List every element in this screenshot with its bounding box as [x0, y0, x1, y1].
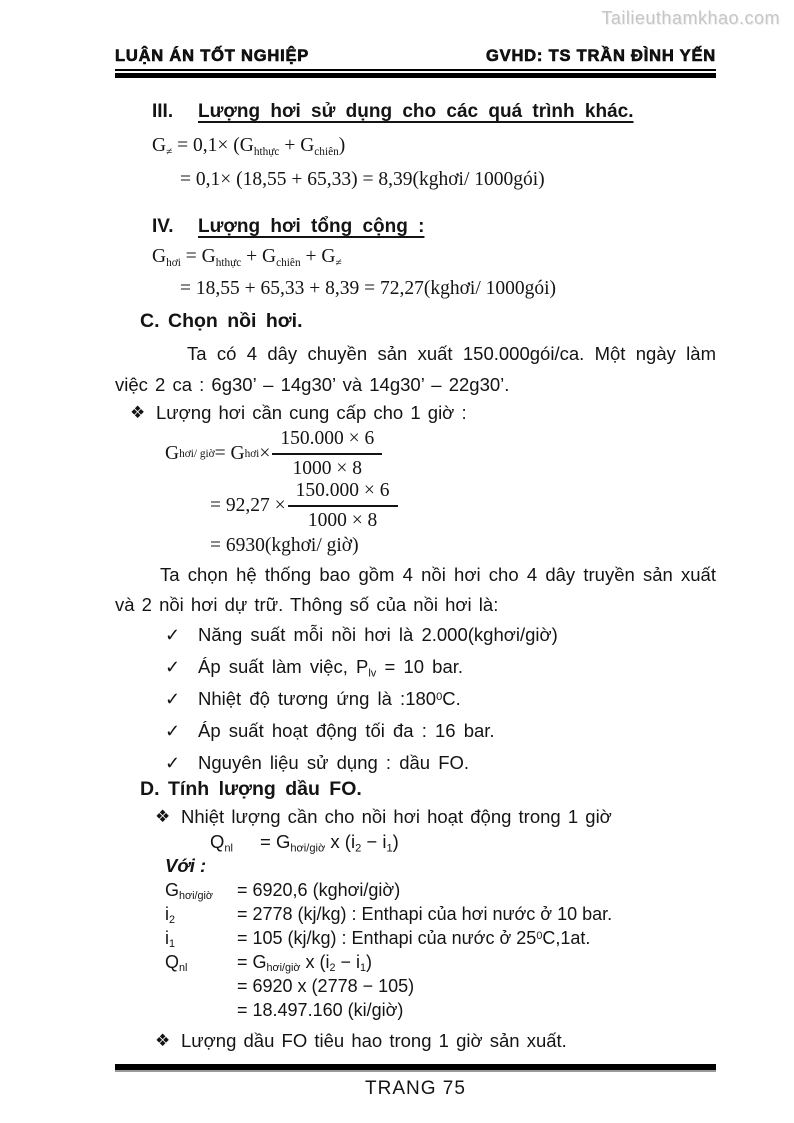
paragraph-boiler-selection: Ta chọn hệ thống bao gồm 4 nồi hơi cho 4 dây truyền sản xuất và 2 nồi hơi dự trữ. Thông số của nồi hơi là: — [115, 564, 716, 615]
boiler-spec-checklist — [115, 622, 716, 776]
definition-symbol — [165, 998, 237, 1022]
definition-row — [115, 902, 716, 926]
formula-g-total: $G_{hơi} = G_{hthực} + G_{chiên} + G_\ne$ — [152, 246, 342, 269]
checkmark-icon: ✓ — [165, 625, 181, 645]
bullet-text: Lượng dầu FO tiêu hao trong 1 giờ sản xuất. — [181, 1030, 567, 1051]
header-rule — [115, 69, 716, 78]
watermark-text: Tailieuthamkhao.com — [601, 8, 780, 28]
definition-symbol: $G_{hơi/giờ}$ — [165, 880, 213, 903]
definition-symbol: $i_1$ — [165, 928, 176, 951]
definition-value: = 105 (kj/kg) : Enthapi của nước ở $25^0C,1at$. — [237, 928, 591, 948]
page-number: TRANG 75 — [365, 1078, 466, 1099]
section-title: Lượng hơi sử dụng cho các quá trình khác. — [198, 101, 634, 122]
section-heading-iv — [115, 214, 716, 240]
definition-value: = 2778 (kj/kg) : Enthapi của hơi nước ở 10 bar. — [237, 904, 613, 924]
definition-value: = 18.497.160 (ki/giờ) — [237, 1000, 404, 1020]
definition-row — [115, 950, 716, 974]
paragraph-production-lines: Ta có 4 dây chuyền sản xuất 150.000gói/ca. Một ngày làm việc 2 ca : 6g30’ – 14g30’ và 14g30’ – 22g30’. — [115, 343, 716, 395]
section-title: Lượng hơi tổng cộng : — [198, 216, 425, 237]
checkmark-icon: ✓ — [165, 657, 181, 677]
header-rule-thin-line — [115, 69, 716, 71]
header-rule-thick-line — [115, 73, 716, 78]
checklist-item — [115, 750, 716, 776]
checklist-item — [115, 718, 716, 744]
formula-qnl — [115, 830, 716, 854]
definition-symbol: $i_2$ — [165, 904, 176, 927]
with-label: Với : — [165, 855, 207, 876]
checklist-item — [115, 686, 716, 712]
section-number: III. — [152, 101, 174, 122]
checklist-item — [115, 654, 716, 680]
section-heading-iii — [115, 99, 716, 125]
definition-row — [115, 974, 716, 998]
checklist-item-text: Áp suất làm việc, $P_{lv} = 10$ bar. — [198, 656, 464, 680]
diamond-bullet-icon: ❖ — [130, 403, 146, 422]
diamond-bullet-icon: ❖ — [155, 1031, 171, 1050]
bullet-steam-per-hour — [115, 400, 716, 426]
bullet-text: Lượng hơi cần cung cấp cho 1 giờ : — [156, 402, 467, 423]
header-thesis-title: LUẬN ÁN TỐT NGHIỆP — [115, 47, 310, 65]
section-number: IV. — [152, 216, 174, 237]
page-header — [115, 45, 716, 66]
formula-g-total-result: = 18,55 + 65,33 + 8,39 = 72,27(kghơi/ 1000gói) — [180, 278, 557, 299]
definition-row — [115, 998, 716, 1022]
formula-steam-rate-step2: = 92,27 × $\frac{150.000 \times 6}{1000 \times 8}$ — [115, 480, 716, 532]
formula-qnl-label: $Q_{nl}$ — [210, 831, 234, 855]
fraction: $\frac{150.000 \times 6}{1000 \times 8}$ — [288, 478, 398, 534]
fraction: $\frac{150.000 \times 6}{1000 \times 8}$ — [272, 426, 382, 482]
checklist-item-text: Năng suất mỗi nồi hơi là 2.000(kghơi/giờ) — [198, 624, 558, 645]
formula-steam-rate: G hơi/ giờ = G hơi × $\frac{150.000 \times 6}{1000 \times 8}$ — [115, 428, 716, 480]
section-heading-c — [115, 308, 716, 334]
bullet-text: Nhiệt lượng cần cho nồi hơi hoạt động trong 1 giờ — [181, 806, 612, 827]
definition-symbol — [165, 974, 237, 998]
bullet-fo-consumption — [115, 1028, 716, 1054]
checklist-item-text: Nhiệt độ tương ứng là $:180^0C$. — [198, 688, 461, 709]
formula-g-other: $G_\ne = 0,1\times (G_{hthực} + G_{chiên})$ — [152, 135, 346, 158]
definition-value: = $G_{hơi/giờ}$ x $(i_2 - i_1)$ — [237, 952, 373, 975]
checkmark-icon: ✓ — [165, 689, 181, 709]
definition-value: = 6920 x (2778 − 105) — [237, 976, 415, 996]
section-number: C. — [140, 310, 160, 332]
section-number: D. — [140, 778, 160, 800]
checkmark-icon: ✓ — [165, 721, 181, 741]
footer-rule — [115, 1064, 716, 1070]
definition-symbol: $Q_{nl}$ — [165, 952, 188, 975]
section-title: Tính lượng dầu FO. — [168, 778, 362, 800]
header-advisor: GVHD: TS TRẦN ĐÌNH YẾN — [486, 47, 716, 65]
diamond-bullet-icon: ❖ — [155, 807, 171, 826]
bullet-heat-required — [115, 804, 716, 830]
checklist-item — [115, 622, 716, 648]
checklist-item-text: Nguyên liệu sử dụng : dầu FO. — [198, 752, 470, 773]
formula-qnl-value: = $G_{hơi/giờ}$ x $(i_2 - i_1)$ — [260, 831, 399, 855]
definition-value: = 6920,6 (kghơi/giờ) — [237, 880, 401, 900]
formula-g-other-result: = 0,1× (18,55 + 65,33) = 8,39(kghơi/ 1000gói) — [180, 169, 545, 190]
formula-steam-rate-result: = 6930(kghơi/ giờ) — [210, 535, 359, 556]
definition-row — [115, 926, 716, 950]
section-title: Chọn nồi hơi. — [168, 310, 303, 332]
checklist-item-text: Áp suất hoạt động tối đa : 16 bar. — [198, 720, 495, 741]
definition-row — [115, 878, 716, 902]
checkmark-icon: ✓ — [165, 753, 181, 773]
section-heading-d — [115, 776, 716, 802]
